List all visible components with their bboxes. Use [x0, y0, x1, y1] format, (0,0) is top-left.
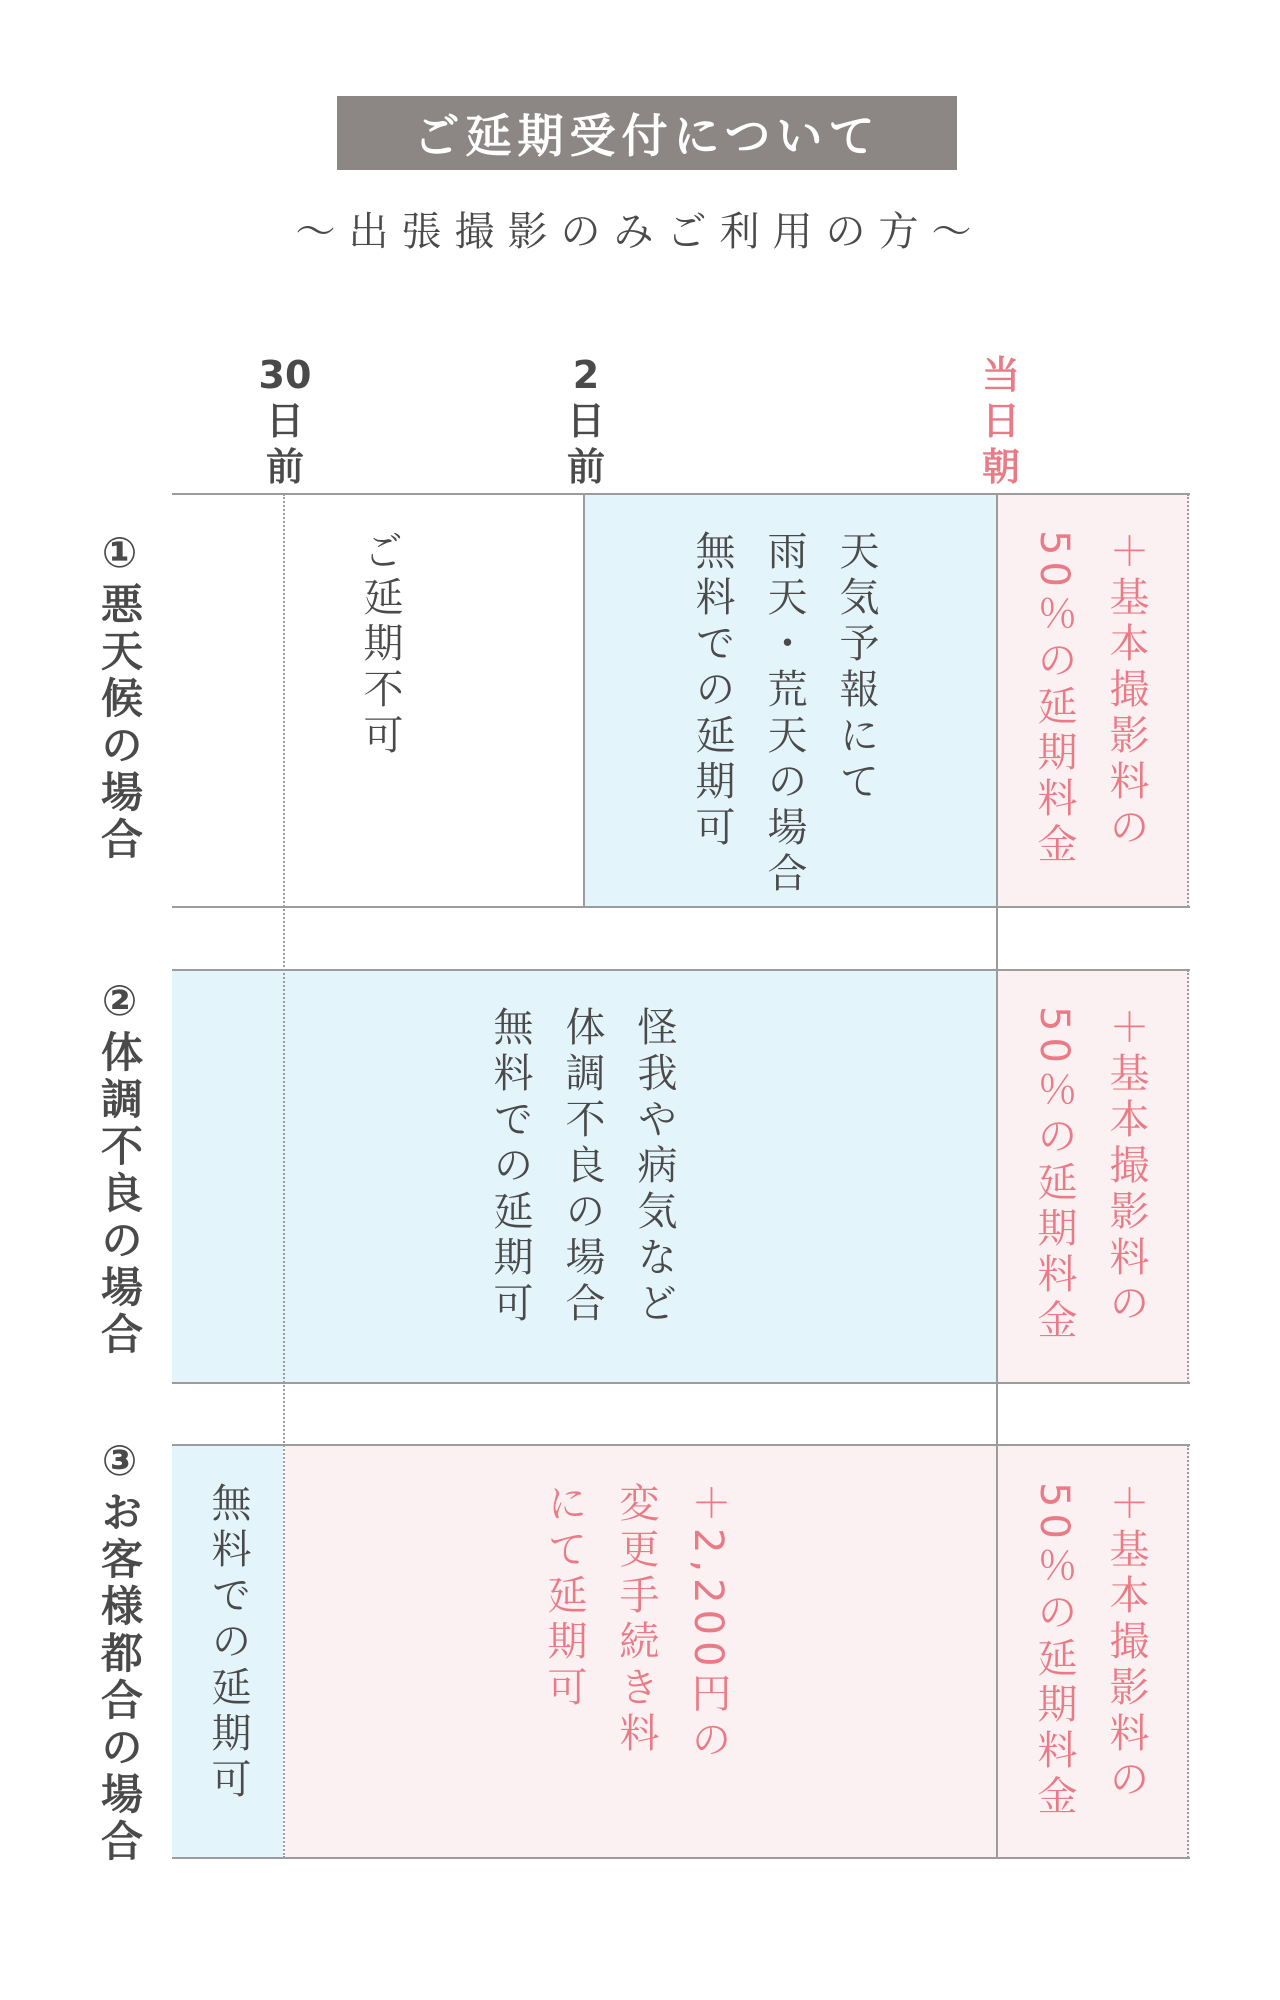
divider-same-day: [996, 494, 998, 1858]
row3-label: ③お客様都合の場合: [95, 1436, 144, 1866]
page-subtitle: 〜出張撮影のみご利用の方〜: [295, 209, 985, 255]
page-title: ご延期受付について: [413, 109, 881, 163]
row1-same-day-text: ＋基本撮影料の 50％の延期料金: [1031, 530, 1149, 869]
row3-same-day-text: ＋基本撮影料の 50％の延期料金: [1031, 1482, 1149, 1821]
row2-top-line: [172, 969, 1190, 971]
right-edge-row1: [1187, 494, 1189, 907]
row2-bottom-line: [172, 1382, 1190, 1384]
row1-label: ①悪天候の場合: [95, 528, 144, 864]
row3-mid-text: ＋2,200円の 変更手続き料 にて延期可: [541, 1482, 731, 1765]
column-header-2-days-before: 2 日 前: [566, 353, 605, 489]
row2-label: ②体調不良の場合: [95, 976, 144, 1359]
row1-bottom-line: [172, 906, 1190, 908]
row3-top-line: [172, 1444, 1190, 1446]
row2-same-day-text: ＋基本撮影料の 50％の延期料金: [1031, 1006, 1149, 1345]
row3-early-text: 無料での延期可: [205, 1482, 251, 1804]
divider-30-days: [283, 494, 285, 1858]
right-edge-row2: [1187, 970, 1189, 1383]
row2-main-text: 怪我や病気など 体調不良の場合 無料での延期可: [487, 1006, 677, 1328]
column-header-same-day-morning: 当 日 朝: [981, 353, 1020, 489]
row1-top-line: [172, 493, 1190, 495]
right-edge-row3: [1187, 1445, 1189, 1858]
row3-bottom-line: [172, 1857, 1190, 1859]
row1-early-text: ご延期不可: [357, 530, 403, 760]
column-header-30-days-before: 30 日 前: [258, 353, 312, 489]
title-banner: [337, 96, 957, 170]
divider-2-days: [583, 494, 585, 907]
row1-late-text: 天気予報にて 雨天・荒天の場合 無料での延期可: [689, 530, 879, 898]
